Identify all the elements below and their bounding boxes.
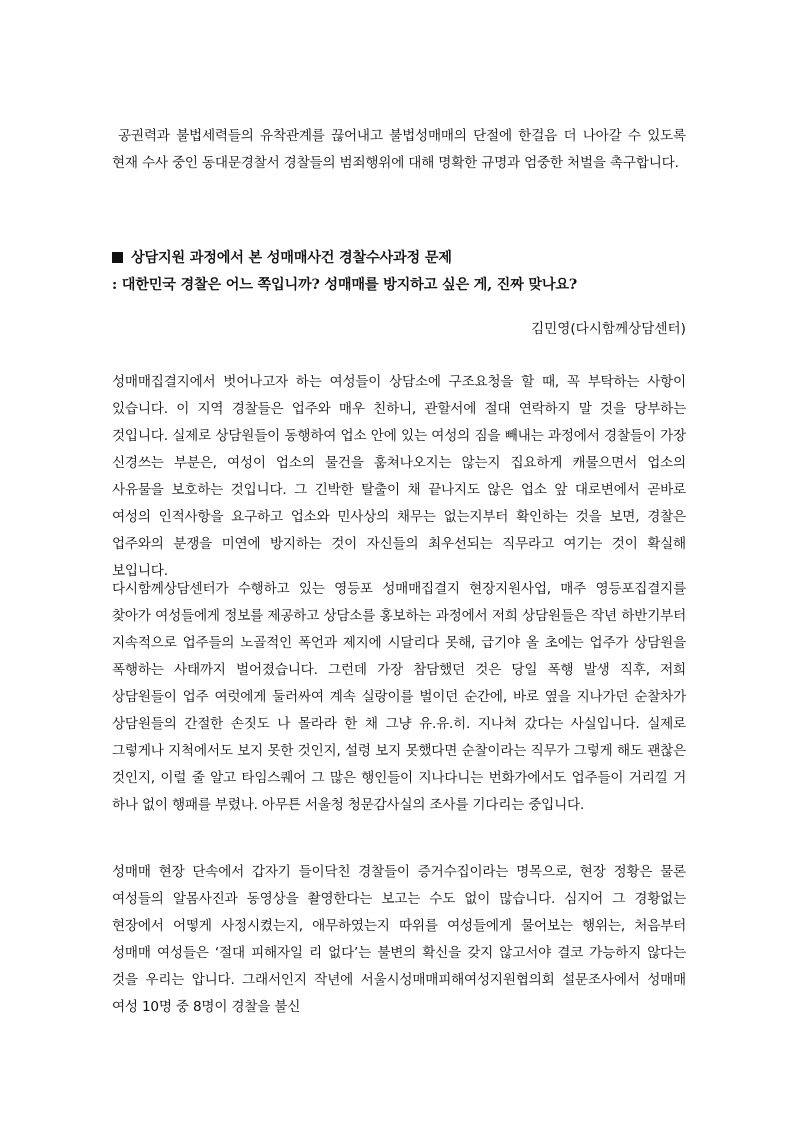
square-bullet-icon <box>112 252 123 263</box>
author-credit: 김민영(다시함께상담센터) <box>530 321 686 337</box>
intro-paragraph: 공권력과 불법세력들의 유착관계를 끊어내고 불법성매매의 단절에 한걸음 더 나아갈 수 있도록 현재 수사 중인 동대문경찰서 경찰들의 범죄행위에 대해 명확한 규명과 엄중한 처벌을 촉구합니다. <box>112 128 686 171</box>
section-title: 상담지원 과정에서 본 성매매사건 경찰수사과정 문제 <box>131 250 452 266</box>
section-subtitle: : 대한민국 경찰은 어느 쪽입니까? 성매매를 방지하고 싶은 게, 진짜 맞나요? <box>112 277 578 293</box>
body-paragraph-3: 성매매 현장 단속에서 갑자기 들이닥친 경찰들이 증거수집이라는 명목으로, 현장 정황은 물론 여성들의 알몸사진과 동영상을 촬영한다는 보고는 수도 없이 많습니다. 심지어 그 경황없는 현장에서 어떻게 사정시켰는지, 애무하였는지 따위를 여성들에게 물어보는 행위는, 처음부터 성매매 여성들은 ‘절대 피해자일 리 없다’는 불변의 확신을 갖지 않고서야 결코 가능하지 않다는 것을 우리는 압니다. 그래서인지 작년에 서울시성매매피해여성지원협의회 설문조사에서 성매매 여성 10명 중 8명이 경찰을 불신 <box>112 864 686 1015</box>
body-paragraph-1: 성매매집결지에서 벗어나고자 하는 여성들이 상담소에 구조요청을 할 때, 꼭 부탁하는 사항이 있습니다. 이 지역 경찰들은 업주와 매우 친하니, 관할서에 절대 연락하지 말 것을 당부하는 것입니다. 실제로 상담원들이 동행하여 업소 안에 있는 여성의 짐을 빼내는 과정에서 경찰들이 가장 신경쓰는 부분은, 여성이 업소의 물건을 훔쳐나오지는 않는지 집요하게 캐물으면서 업소의 사유물을 보호하는 것입니다. 그 긴박한 탈출이 채 끝나지도 않은 업소 앞 대로변에서 곧바로 여성의 인적사항을 요구하고 업소와 민사상의 채무는 없는지부터 확인하는 것을 보면, 경찰은 업주와의 분쟁을 미연에 방지하는 것이 자신들의 최우선되는 직무라고 여기는 것이 확실해 보입니다. <box>112 374 686 579</box>
body-paragraph-2: 다시함께상담센터가 수행하고 있는 영등포 성매매집결지 현장지원사업, 매주 영등포집결지를 찾아가 여성들에게 정보를 제공하고 상담소를 홍보하는 과정에서 저희 상담원들은 작년 하반기부터 지속적으로 업주들의 노골적인 폭언과 제지에 시달리다 못해, 급기야 올 초에는 업주가 상담원을 폭행하는 사태까지 벌어졌습니다. 그런데 가장 참담했던 것은 당일 폭행 발생 직후, 저희 상담원들이 업주 여럿에게 둘러싸여 계속 실랑이를 벌이던 순간에, 바로 옆을 지나가던 순찰차가 상담원들의 간절한 손짓도 나 몰라라 한 채 그냥 유.유.히. 지나쳐 갔다는 사실입니다. 실제로 그렇게나 지척에서도 보지 못한 것인지, 설령 보지 못했다면 순찰이라는 직무가 그렇게 해도 괜찮은 것인지, 이럴 줄 알고 타임스퀘어 그 많은 행인들이 지나다니는 번화가에서도 업주들이 거리낄 거 하나 없이 행패를 부렸나. 아무튼 서울청 청문감사실의 조사를 기다리는 중입니다. <box>112 581 686 813</box>
section-heading <box>112 244 712 272</box>
